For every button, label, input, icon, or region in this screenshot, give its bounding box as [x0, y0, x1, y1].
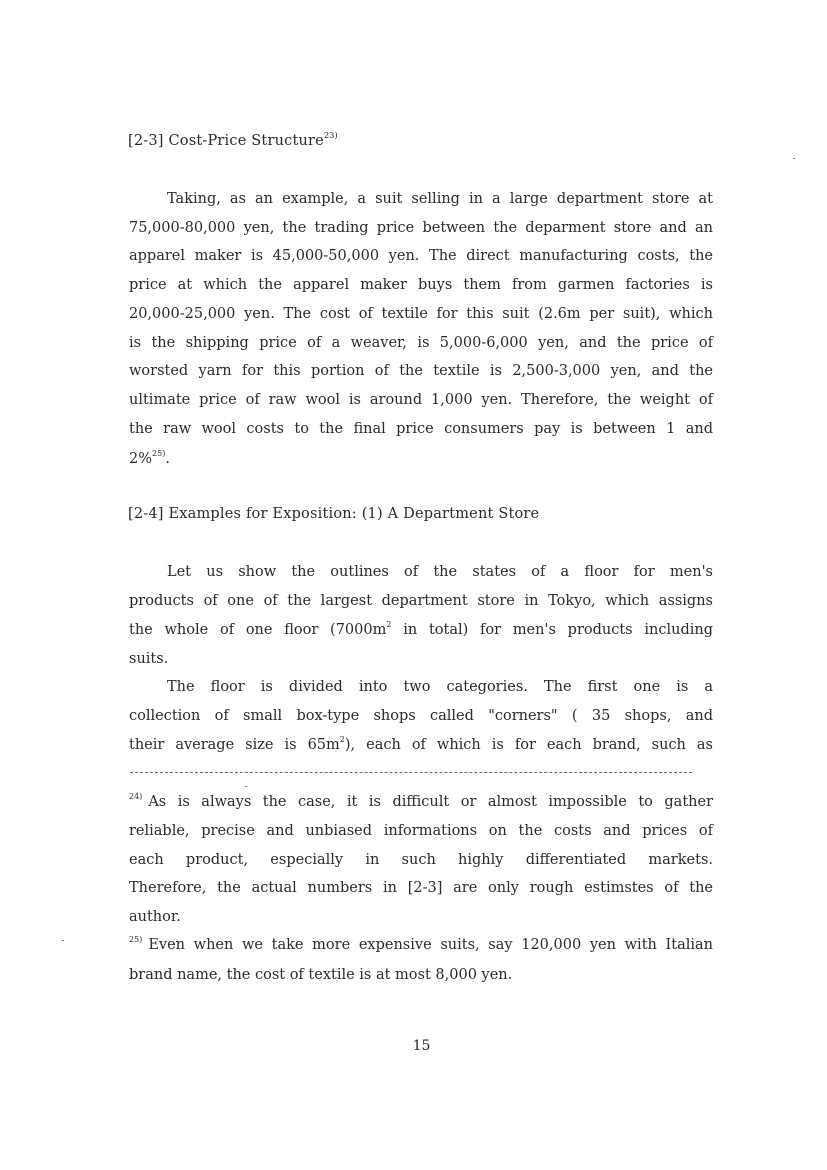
- paragraph-line: Let us show the outlines of the states of a floor for men's: [167, 564, 713, 580]
- paragraph-line: [129, 735, 713, 755]
- final-line-end: .: [165, 451, 170, 467]
- paragraph-line: collection of small box-type shops called "corners" ( 35 shops, and: [129, 708, 713, 724]
- scan-speck: [62, 940, 64, 941]
- footnote-line: Therefore, the actual numbers in [2-3] are only rough estimstes of the: [129, 880, 713, 896]
- line-text-rest: ), each of which is for each brand, such as: [344, 737, 713, 753]
- paragraph-line: products of one of the largest department store in Tokyo, which assigns: [129, 593, 713, 609]
- paragraph-line: is the shipping price of a weaver, is 5,000-6,000 yen, and the price of: [129, 335, 713, 351]
- paragraph-line: The floor is divided into two categories. The first one is a: [167, 679, 713, 695]
- scan-speck: [793, 158, 795, 159]
- footnote-text: As is always the case, it is difficult or almost impossible to gather: [148, 794, 713, 810]
- footnote-line: each product, especially in such highly differentiated markets.: [129, 852, 713, 868]
- final-line-text: 2%: [129, 451, 153, 467]
- line-text: their average size is 65m: [129, 737, 340, 753]
- footnote-mark: 25): [129, 935, 143, 944]
- superscript: 2: [386, 620, 392, 629]
- footnote-ref: 25): [152, 449, 166, 458]
- footnote-line: [129, 935, 713, 955]
- section-heading-cost-price: [128, 133, 338, 149]
- paragraph-line: suits.: [129, 651, 169, 667]
- paragraph-line: ultimate price of raw wool is around 1,000 yen. Therefore, the weight of: [129, 392, 713, 408]
- footnote-line: brand name, the cost of textile is at most 8,000 yen.: [129, 967, 513, 983]
- paragraph-line: Taking, as an example, a suit selling in a large department store at: [167, 191, 713, 207]
- footnote-line: author.: [129, 909, 181, 925]
- footnote-line: reliable, precise and unbiased informations on the costs and prices of: [129, 823, 713, 839]
- paragraph-line: the raw wool costs to the final price consumers pay is between 1 and: [129, 421, 713, 437]
- heading-text: [2-3] Cost-Price Structure: [128, 133, 324, 149]
- line-text-rest: in total) for men's products including: [391, 622, 713, 638]
- superscript: 2: [339, 735, 345, 744]
- paragraph-line: price at which the apparel maker buys them from garmen factories is: [129, 277, 713, 293]
- paragraph-line: worsted yarn for this portion of the textile is 2,500-3,000 yen, and the: [129, 363, 713, 379]
- paragraph-line: 75,000-80,000 yen, the trading price between the deparment store and an: [129, 220, 713, 236]
- footnote-separator: [130, 772, 692, 773]
- line-text: the whole of one floor (7000m: [129, 622, 387, 638]
- scan-speck: [245, 786, 247, 787]
- paragraph-line: 20,000-25,000 yen. The cost of textile for this suit (2.6m per suit), which: [129, 306, 713, 322]
- heading-footnote-ref: 23): [323, 131, 338, 140]
- paragraph-line-final: [129, 449, 713, 469]
- page-number: 15: [412, 1038, 431, 1054]
- section-heading-department-store: [2-4] Examples for Exposition: (1) A Department Store: [128, 506, 540, 522]
- footnote-mark: 24): [129, 792, 143, 801]
- footnote-line: [129, 792, 713, 812]
- paragraph-line: [129, 620, 713, 640]
- footnote-text: Even when we take more expensive suits, say 120,000 yen with Italian: [148, 937, 713, 953]
- paragraph-line: apparel maker is 45,000-50,000 yen. The direct manufacturing costs, the: [129, 248, 713, 264]
